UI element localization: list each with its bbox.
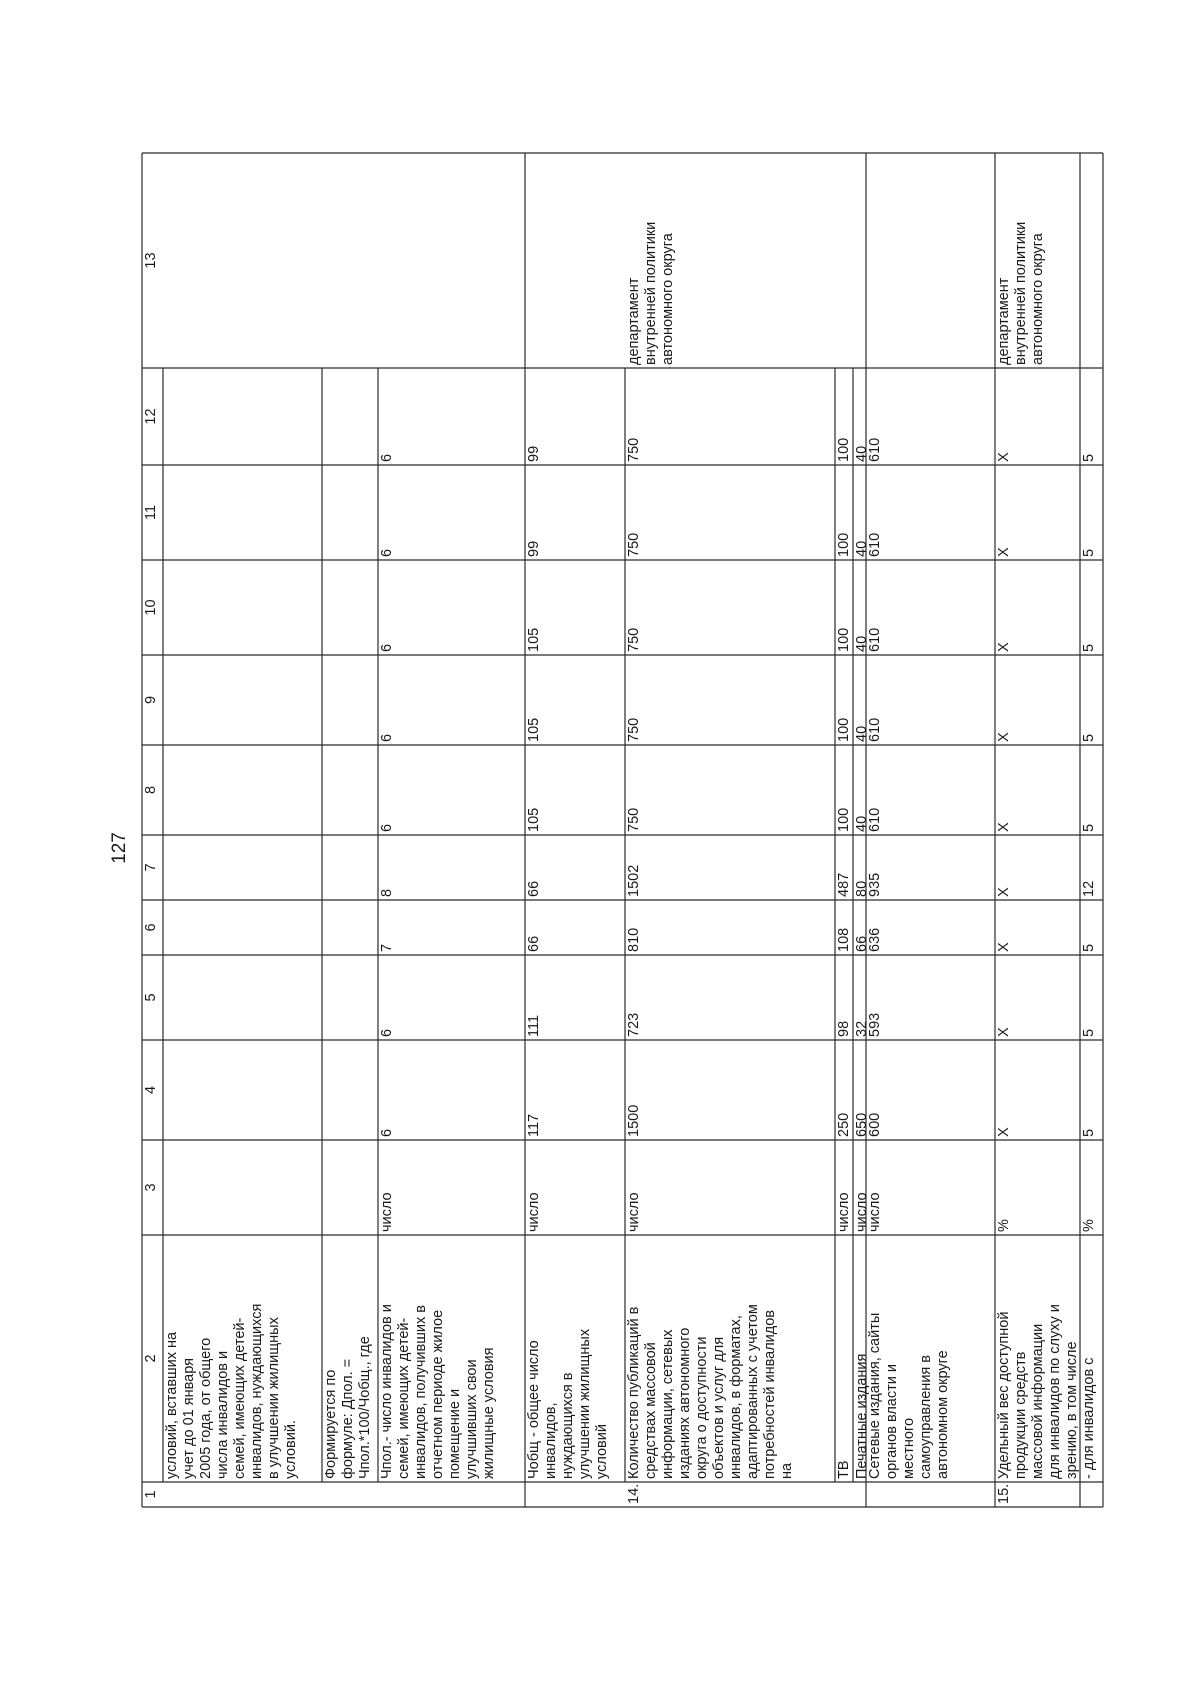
column-header-5: 5	[143, 993, 159, 1002]
page-number: 127	[109, 832, 130, 864]
value-cell: 723	[626, 1012, 642, 1037]
value-cell: X	[996, 642, 1012, 652]
column-header-8: 8	[143, 785, 159, 795]
value-cell: 1500	[626, 1104, 642, 1137]
value-cell: 6	[379, 1128, 395, 1137]
value-cell: X	[996, 452, 1012, 462]
indicator-name: Чобщ - общее число инвалидов, нуждающихся в улучшении жилищных условий	[526, 1328, 610, 1479]
value-cell: 66	[526, 880, 542, 897]
unit-cell: число	[854, 1192, 870, 1232]
column-header-3: 3	[143, 1183, 159, 1192]
value-cell: 99	[526, 445, 542, 462]
value-cell: 5	[1081, 943, 1097, 952]
value-cell: 600	[867, 1112, 883, 1137]
unit-cell: число	[626, 1192, 642, 1232]
value-cell: X	[996, 822, 1012, 832]
value-cell: 100	[836, 437, 852, 462]
value-cell: 6	[379, 453, 395, 462]
column-header-2: 2	[143, 1354, 159, 1363]
value-cell: 5	[1081, 548, 1097, 557]
indicator-name: Печатные издания	[854, 1353, 870, 1479]
indicator-name: - для инвалидов с	[1081, 1357, 1097, 1479]
value-cell: 636	[867, 927, 883, 952]
indicator-name: условий, вставших на учет до 01 января 2005 года, от общего числа инвалидов и семей, имеющих детей- инвалидов, нуждающихся в улучшении жилищных условий.	[164, 1303, 299, 1479]
value-cell: 5	[1081, 453, 1097, 462]
value-cell: 32	[854, 1020, 870, 1037]
value-cell: 5	[1081, 643, 1097, 652]
value-cell: 750	[626, 437, 642, 462]
column-header-10: 10	[143, 599, 159, 616]
value-cell: 40	[854, 725, 870, 742]
value-cell: 40	[854, 540, 870, 557]
unit-cell: число	[836, 1192, 852, 1232]
value-cell: 111	[526, 1014, 542, 1037]
unit-cell: %	[996, 1219, 1012, 1232]
value-cell: X	[996, 887, 1012, 897]
value-cell: 100	[836, 807, 852, 832]
value-cell: 610	[867, 532, 883, 557]
value-cell: 750	[626, 627, 642, 652]
value-cell: 5	[1081, 1028, 1097, 1037]
responsible-department: департамент внутренней политики автономного округа	[996, 221, 1046, 365]
indicator-name: Количество публикаций в средствах массовой информации, сетевых изданиях автономного округа о доступности объектов и услуг для инвалидов, в форматах, адаптированных с учетом потребностей инвалидов на	[626, 1304, 795, 1479]
value-cell: 6	[379, 643, 395, 652]
unit-cell: %	[1081, 1219, 1097, 1232]
column-header-13: 13	[143, 252, 159, 269]
value-cell: 6	[379, 733, 395, 742]
value-cell: 5	[1081, 1128, 1097, 1137]
value-cell: X	[996, 732, 1012, 742]
value-cell: 610	[867, 437, 883, 462]
value-cell: 66	[526, 935, 542, 952]
column-header-1: 1	[143, 1490, 159, 1499]
row-number: 15.	[996, 1483, 1012, 1504]
value-cell: 650	[854, 1112, 870, 1137]
indicator-name: Сетевые издания, сайты органов власти и местного самоуправления в автономном округе	[867, 1312, 951, 1479]
value-cell: 750	[626, 717, 642, 742]
indicator-name: Формируется по формуле: Дпол. = Чпол.*100/Чобщ., где	[323, 1336, 373, 1479]
row-number: 14.	[626, 1483, 642, 1504]
value-cell: 1502	[626, 864, 642, 897]
unit-cell: число	[867, 1192, 883, 1232]
value-cell: 6	[379, 823, 395, 832]
column-header-9: 9	[143, 695, 159, 705]
value-cell: 40	[854, 635, 870, 652]
indicator-name: Удельный вес доступной продукции средств массовой информации для инвалидов по слуху и зрению, в том числе	[996, 1304, 1080, 1479]
value-cell: 5	[1081, 733, 1097, 742]
column-header-7: 7	[143, 863, 159, 872]
column-header-11: 11	[143, 504, 159, 521]
value-cell: X	[996, 942, 1012, 952]
value-cell: 40	[854, 445, 870, 462]
responsible-department: департамент внутренней политики автономного округа	[626, 221, 676, 365]
unit-cell: число	[379, 1192, 395, 1232]
value-cell: 935	[867, 872, 883, 897]
value-cell: 610	[867, 807, 883, 832]
value-cell: 100	[836, 532, 852, 557]
value-cell: 750	[626, 532, 642, 557]
value-cell: 99	[526, 540, 542, 557]
value-cell: 8	[379, 888, 395, 897]
column-header-6: 6	[143, 923, 159, 932]
value-cell: 40	[854, 815, 870, 832]
value-cell: 7	[379, 943, 395, 952]
value-cell: 100	[836, 717, 852, 742]
unit-cell: число	[526, 1192, 542, 1232]
value-cell: 117	[526, 1113, 542, 1137]
value-cell: 108	[836, 927, 852, 952]
value-cell: 98	[836, 1020, 852, 1037]
value-cell: 610	[867, 717, 883, 742]
value-cell: X	[996, 1027, 1012, 1037]
value-cell: X	[996, 1127, 1012, 1137]
value-cell: 6	[379, 1028, 395, 1037]
indicator-name: Чпол.- число инвалидов и семей, имеющих детей- инвалидов, получивших в отчетном периоде жилое помещение и улучшивших свои жилищные условия	[379, 1304, 497, 1479]
value-cell: 5	[1081, 823, 1097, 832]
indicator-name: ТВ	[836, 1460, 852, 1479]
value-cell: 100	[836, 627, 852, 652]
value-cell: 12	[1081, 880, 1097, 897]
value-cell: 105	[526, 717, 542, 742]
value-cell: 810	[626, 927, 642, 952]
value-cell: 105	[526, 807, 542, 832]
value-cell: X	[996, 547, 1012, 557]
value-cell: 487	[836, 872, 852, 897]
value-cell: 593	[867, 1012, 883, 1037]
value-cell: 105	[526, 627, 542, 652]
value-cell: 80	[854, 880, 870, 897]
value-cell: 66	[854, 935, 870, 952]
value-cell: 610	[867, 627, 883, 652]
value-cell: 6	[379, 548, 395, 557]
value-cell: 250	[836, 1112, 852, 1137]
value-cell: 750	[626, 807, 642, 832]
column-header-12: 12	[143, 408, 159, 425]
column-header-4: 4	[143, 1085, 159, 1095]
